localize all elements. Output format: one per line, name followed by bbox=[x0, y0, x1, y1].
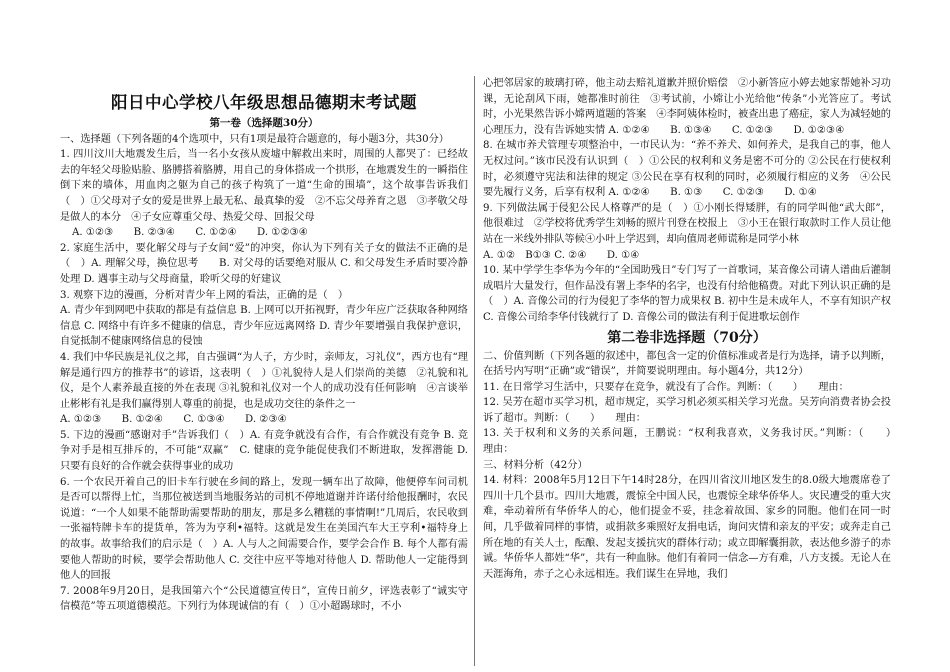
question-9-options: A. ①② B①③ C. ②④ D. ①④ bbox=[483, 249, 640, 261]
question-13: 13. 关于权利和义务的关系问题，王鹏说：“权利我喜欢，义务我讨厌。”判断：（ ） 理由： bbox=[483, 428, 912, 456]
question-7: 7. 2008年9月20日，是我国第六个“公民道德宣传日”，宣传日前夕，评选表彰了“诚实守信模范”等五项道德模范。下列行为体现诚信的有（ ）①小超踢球时，不小 bbox=[60, 585, 468, 613]
part1-title: 第一卷（选择题30分） bbox=[209, 117, 319, 129]
part2-title: 第二卷非选择题（70分） bbox=[607, 329, 767, 346]
question-14: 14. 材料：2008年5月12日下午14时28分，在四川省汶川地区发生的8.0级大地震席卷了四川十几个县市。四川大地震，震惊全中国人民，也震惊全球华侨华人。灾民遭受的重大灾难，牵动着所有华侨华人的心，他们提金不妥，挂念着故国、家乡的同胞。他们在同一时间，几乎做着同样的事情，或捐款多乘照好友捐电话，询问灾情和亲友的平安；或奔走自己所在地的有关人士，酝酿、发起支援抗灾的群体行动；或立即解囊捐款，表达他乡游子的赤诚。华侨华人都姓“华”，共有一种血脉。他们有着同一信念—方有难，八方支援。无论人在天涯海角，赤子之心永远相连。我们谋生在异地，我们 bbox=[483, 475, 891, 580]
section2-instructions: 二、价值判断（下列各题的叙述中，都包含一定的价值标准或者是行为选择，请予以判断，在括号内写明“正确”或“错误”，并简要说明理由。每小题4分，共12分） bbox=[483, 350, 891, 378]
question-9: 9. 下列做法属于侵犯公民人格尊严的是（ ）①小刚长得矮胖，有的同学叫他“武大郎”，他很难过 ②学校将优秀学生刘畅的照片刊登在校报上 ③小王在银行取款时工作人员让他站在一米线外排队等候④小叶上学迟到，却向值周老师谎称是同学小林 bbox=[483, 202, 891, 245]
question-4-options: A. ①②③ B. ①②④ C. ①③④ D. ②③④ bbox=[60, 414, 287, 426]
question-10: 10. 某中学学生李华为今年的“全国助残日”专门写了一首歌词，某音像公司请人谱曲后灌制成唱片大量发行，但作品没有署上李华的名字，也没有付给他稿费。对此下列认识正确的是（ ）A. 音像公司的行为侵犯了李华的智力成果权 B. 初中生是未成年人，不享有知识产权 C. 音像公司给李华付钱就行了 D. 音像公司的做法有利于促进歌坛创作 bbox=[483, 265, 891, 323]
question-8: 8. 在城市养犬管理专项整治中，一市民认为：“养不养犬、如何养犬，是我自己的事，他人无权过问。”该市民没有认识到（ ）①公民的权利和义务是密不可分的 ②公民在行使权利时，必须遵守宪法和法律的规定 ③公民在享有权利的同时，必须履行相应的义务 ④公民要先履行义务，后享有权利 A. ①②④ B. ①③ C. ①②③ D. ①④ bbox=[483, 140, 891, 199]
section1-instructions: 一、选择题（下列各题的4个选项中，只有1项是最符合题意的，每小题3分，共30分） bbox=[60, 133, 449, 145]
left-column bbox=[60, 0, 468, 672]
section3-title: 三、材料分析（42分） bbox=[483, 459, 588, 471]
question-1: 1. 四川汶川大地震发生后，当一名小女孩从废墟中解救出来时，周围的人都哭了：已经故去的年轻父母脸贴脸、胳膊搭着胳膊，用自己的身体搭成一个拱形，在地震发生的一瞬指住倒下来的墙体，用血肉之躯为自己的孩子构筑了一道“生命的围墙”，这个故事告诉我们（ ）①父母对子女的爱是世界上最无私、最真挚的爱 ②不忘父母养育之恩 ③孝敬父母是做人的本分 ④子女应尊重父母、热爱父母、回报父母 bbox=[60, 149, 468, 223]
exam-title: 阳日中心学校八年级思想品德期末考试题 bbox=[111, 93, 417, 112]
question-5: 5. 下边的漫画“感谢对手”告诉我们（ ）A. 有竞争就没有合作，有合作就没有竞争 B. 竞争对手是相互排斥的，不可能“双赢” C. 健康的竞争能促使我们不断进取，发挥潜能 D. 只要有良好的合作就会获得事业的成功 bbox=[60, 429, 468, 473]
question-2: 2. 家庭生活中，要化解父母与子女间“爱”的冲突，你认为下列有关子女的做法不正确的是（ ）A. 理解父母，换位思考 B. 对父母的话要绝对服从 C. 和父母发生矛盾时要冷静处理 D. 遇事主动与父母商量，聆听父母的好建议 bbox=[60, 242, 468, 285]
question-1-options: A. ①②③ B. ②③④ C. ①②④ D. ①②③④ bbox=[72, 227, 308, 239]
right-column bbox=[483, 0, 912, 672]
question-3: 3. 观察下边的漫画，分析对青少年上网的看法，正确的是（ ） bbox=[60, 289, 349, 301]
question-7-continued: 心把邻居家的玻璃打碎，他主动去赔礼道歉并照价赔偿 ②小新答应小婷去她家帮她补习功课，无论刮风下雨，她都准时前往 ③考试前，小嫦让小光给他“传条”小光答应了。考试时，小光果然告诉小嫦两道题的答案 ④李阿姨体检时，被查出患了癌症，家人为减轻她的心理压力，没有告诉她实情 A. ①②④ B. ①③④ C. ①②③ D. ①②③④ bbox=[483, 78, 891, 136]
question-3-options: A. 青少年到网吧中获取的都是有益信息 B. 上网可以开拓视野，青少年应广泛获取各种网络信息 C. 网络中有许多不健康的信息，青少年应远离网络 D. 青少年要增强自我保护意识，自觉抵制不健康网络信息的侵蚀 bbox=[60, 305, 468, 348]
question-11: 11. 在日常学习生活中，只要存在竞争，就没有了合作。判断：（ ） 理由： bbox=[483, 381, 849, 393]
question-6: 6. 一个农民开着自己的旧卡车行驶在乡间的路上，发现一辆车出了故障，他便停车问司机是否可以帮得上忙，当那位被送到当地服务站的司机不停地道谢并许诺付给他报酬时，农民说道：“一个人如果不能帮助需要帮助的朋友，那是多么糟糕的事情啊!”几周后，农民收到一张福特牌卡车的提货单，答为为亨利•福特。这就是发生在美国汽车大王亨利•福特身上的故事。故事给我们的启示是（ ）A. 人与人之间需要合作，要学会合作 B. 每个人都有需要他人帮助的时候，要学会帮助他人 C. 交往中应平等地对待他人 D. 帮助他人一定能得到他人的回报 bbox=[60, 476, 468, 582]
question-4: 4. 我们中华民族是礼仪之邦，自古强调“为人子，方少时，亲师友，习礼仪”，西方也有“理解是通行四方的推荐书”的谚语，这表明（ ）①礼貌待人是人们崇尚的美德 ②礼貌和礼仪，是个人素养最直接的外在表现 ③礼貌和礼仪对一个人的成功没有任何影响 ④言谈举止彬彬有礼是我们赢得别人尊重的前提，也是成功交往的条件之一 bbox=[60, 351, 468, 410]
column-divider bbox=[474, 76, 475, 666]
question-12: 12. 吴芳在超市买学习机，超市规定，买学习机必须买相关学习光盘。吴芳向消费者协会投诉了超市。判断：（ ） 理由： bbox=[483, 397, 891, 424]
